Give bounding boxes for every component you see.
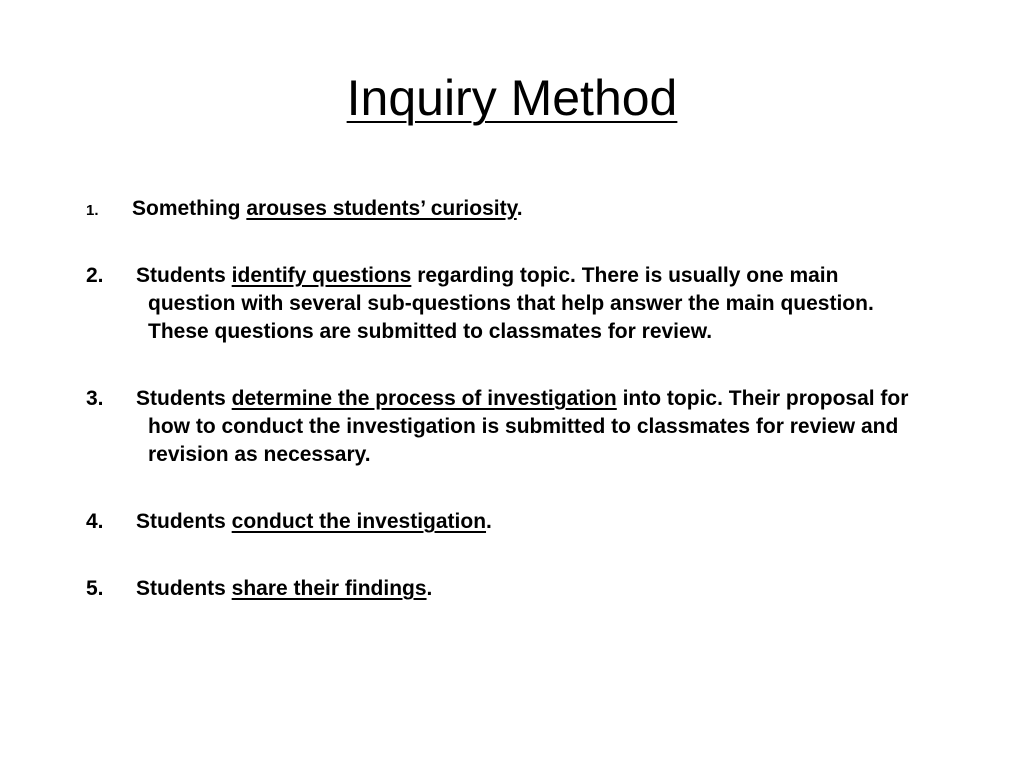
list-item [86, 508, 926, 536]
list-item-lead: Students [136, 387, 232, 410]
list-item-text: regarding topic. There is usually one main question with several sub-questions that help answer the main question. These questions are submitted to classmates for review. [148, 264, 874, 343]
list-item-number: 2. [86, 264, 104, 287]
list-item-text: . [426, 577, 433, 600]
list-item-emphasis: identify questions [231, 264, 412, 287]
list-item [86, 262, 926, 346]
list-item-emphasis: arouses students’ curiosity [246, 197, 517, 220]
numbered-list [86, 195, 926, 603]
list-item-text: into topic. Their proposal for how to conduct the investigation is submitted to classmates for review and revision as necessary. [148, 387, 909, 466]
list-item-emphasis: conduct the investigation [231, 510, 487, 533]
list-item-text: . [486, 510, 492, 533]
list-item-lead: Students [136, 264, 232, 287]
list-item-emphasis: share their findings [231, 577, 427, 600]
list-item-number: 1. [86, 202, 99, 219]
list-item [86, 575, 926, 603]
slide-title: Inquiry Method [346, 70, 678, 126]
list-item-number: 4. [86, 510, 104, 533]
list-item-lead: Something [132, 197, 247, 220]
list-item [86, 385, 926, 469]
list-item-lead: Students [136, 577, 232, 600]
list-item-lead: Students [136, 510, 232, 533]
list-item-number: 5. [86, 577, 104, 600]
list-item-emphasis: determine the process of investigation [231, 387, 617, 410]
list-item-text: . [516, 197, 523, 220]
list-item-number: 3. [86, 387, 104, 410]
list-item [86, 195, 926, 223]
